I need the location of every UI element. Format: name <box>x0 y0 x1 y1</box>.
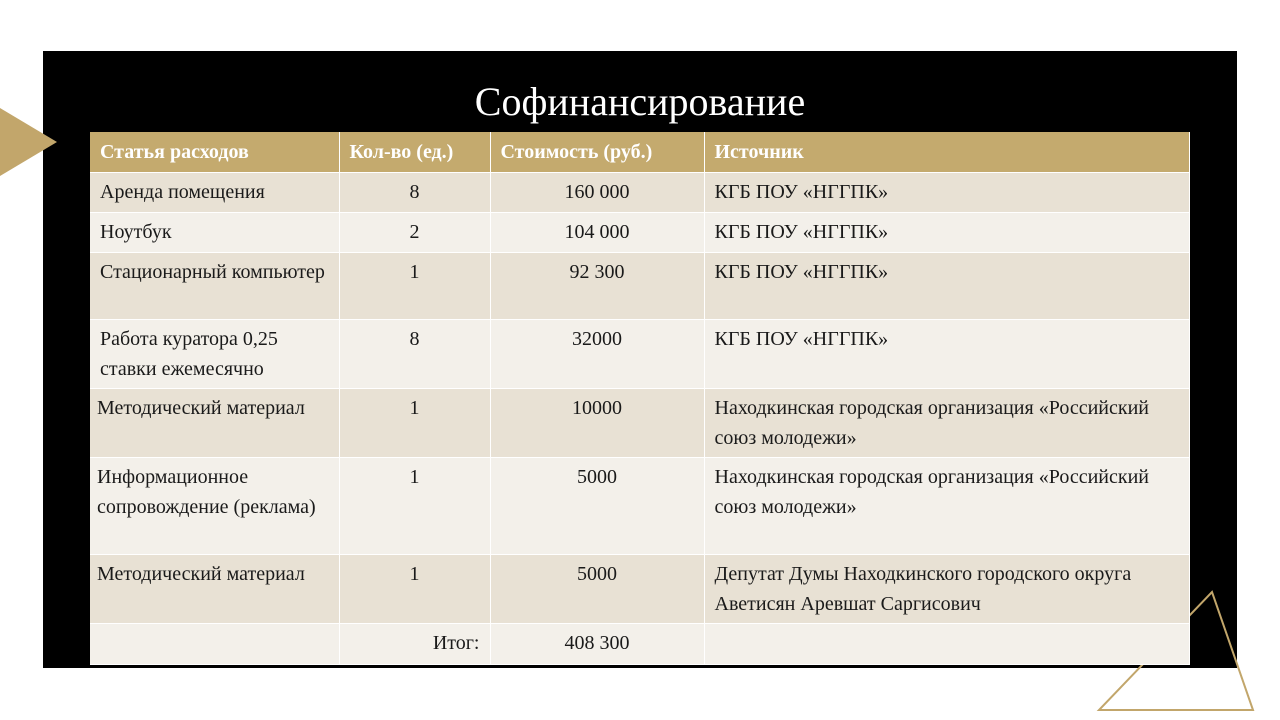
cell-source: Находкинская городская организация «Российский союз молодежи» <box>704 389 1189 458</box>
table-header-row <box>90 132 1189 173</box>
cell-cost: 10000 <box>490 389 704 458</box>
cell-quantity: 8 <box>339 320 490 389</box>
cell-empty <box>704 624 1189 665</box>
cell-cost: 104 000 <box>490 213 704 253</box>
total-label: Итог: <box>339 624 490 665</box>
table-row <box>90 213 1189 253</box>
cell-quantity: 2 <box>339 213 490 253</box>
slide-title: Софинансирование <box>474 79 806 124</box>
cell-cost: 160 000 <box>490 173 704 213</box>
cell-cost: 32000 <box>490 320 704 389</box>
table-row <box>90 458 1189 555</box>
table-row <box>90 253 1189 320</box>
header-cost: Стоимость (руб.) <box>490 132 704 173</box>
cell-source: КГБ ПОУ «НГГПК» <box>704 253 1189 320</box>
cell-expense-item: Методический материал <box>90 555 339 624</box>
cell-source: КГБ ПОУ «НГГПК» <box>704 173 1189 213</box>
cell-quantity: 1 <box>339 458 490 555</box>
table-row <box>90 389 1189 458</box>
cell-cost: 92 300 <box>490 253 704 320</box>
table-row <box>90 173 1189 213</box>
cell-empty <box>90 624 339 665</box>
table-total-row <box>90 624 1189 665</box>
cell-quantity: 1 <box>339 253 490 320</box>
cell-cost: 5000 <box>490 458 704 555</box>
cell-source: КГБ ПОУ «НГГПК» <box>704 213 1189 253</box>
header-quantity: Кол-во (ед.) <box>339 132 490 173</box>
cell-expense-item: Стационарный компьютер <box>90 253 339 320</box>
cell-expense-item: Методический материал <box>90 389 339 458</box>
cofinancing-table <box>90 132 1190 665</box>
cell-cost: 5000 <box>490 555 704 624</box>
total-value: 408 300 <box>490 624 704 665</box>
cell-expense-item: Информационное сопровождение (реклама) <box>90 458 339 555</box>
cell-source: КГБ ПОУ «НГГПК» <box>704 320 1189 389</box>
table-row <box>90 555 1189 624</box>
cell-expense-item: Аренда помещения <box>90 173 339 213</box>
cell-expense-item: Ноутбук <box>90 213 339 253</box>
cell-source: Депутат Думы Находкинского городского округа Аветисян Аревшат Саргисович <box>704 555 1189 624</box>
header-source: Источник <box>704 132 1189 173</box>
header-expense-item: Статья расходов <box>90 132 339 173</box>
cell-expense-item: Работа куратора 0,25 ставки ежемесячно <box>90 320 339 389</box>
table-row <box>90 320 1189 389</box>
cell-quantity: 1 <box>339 389 490 458</box>
cell-quantity: 8 <box>339 173 490 213</box>
cell-source: Находкинская городская организация «Российский союз молодежи» <box>704 458 1189 555</box>
cell-quantity: 1 <box>339 555 490 624</box>
